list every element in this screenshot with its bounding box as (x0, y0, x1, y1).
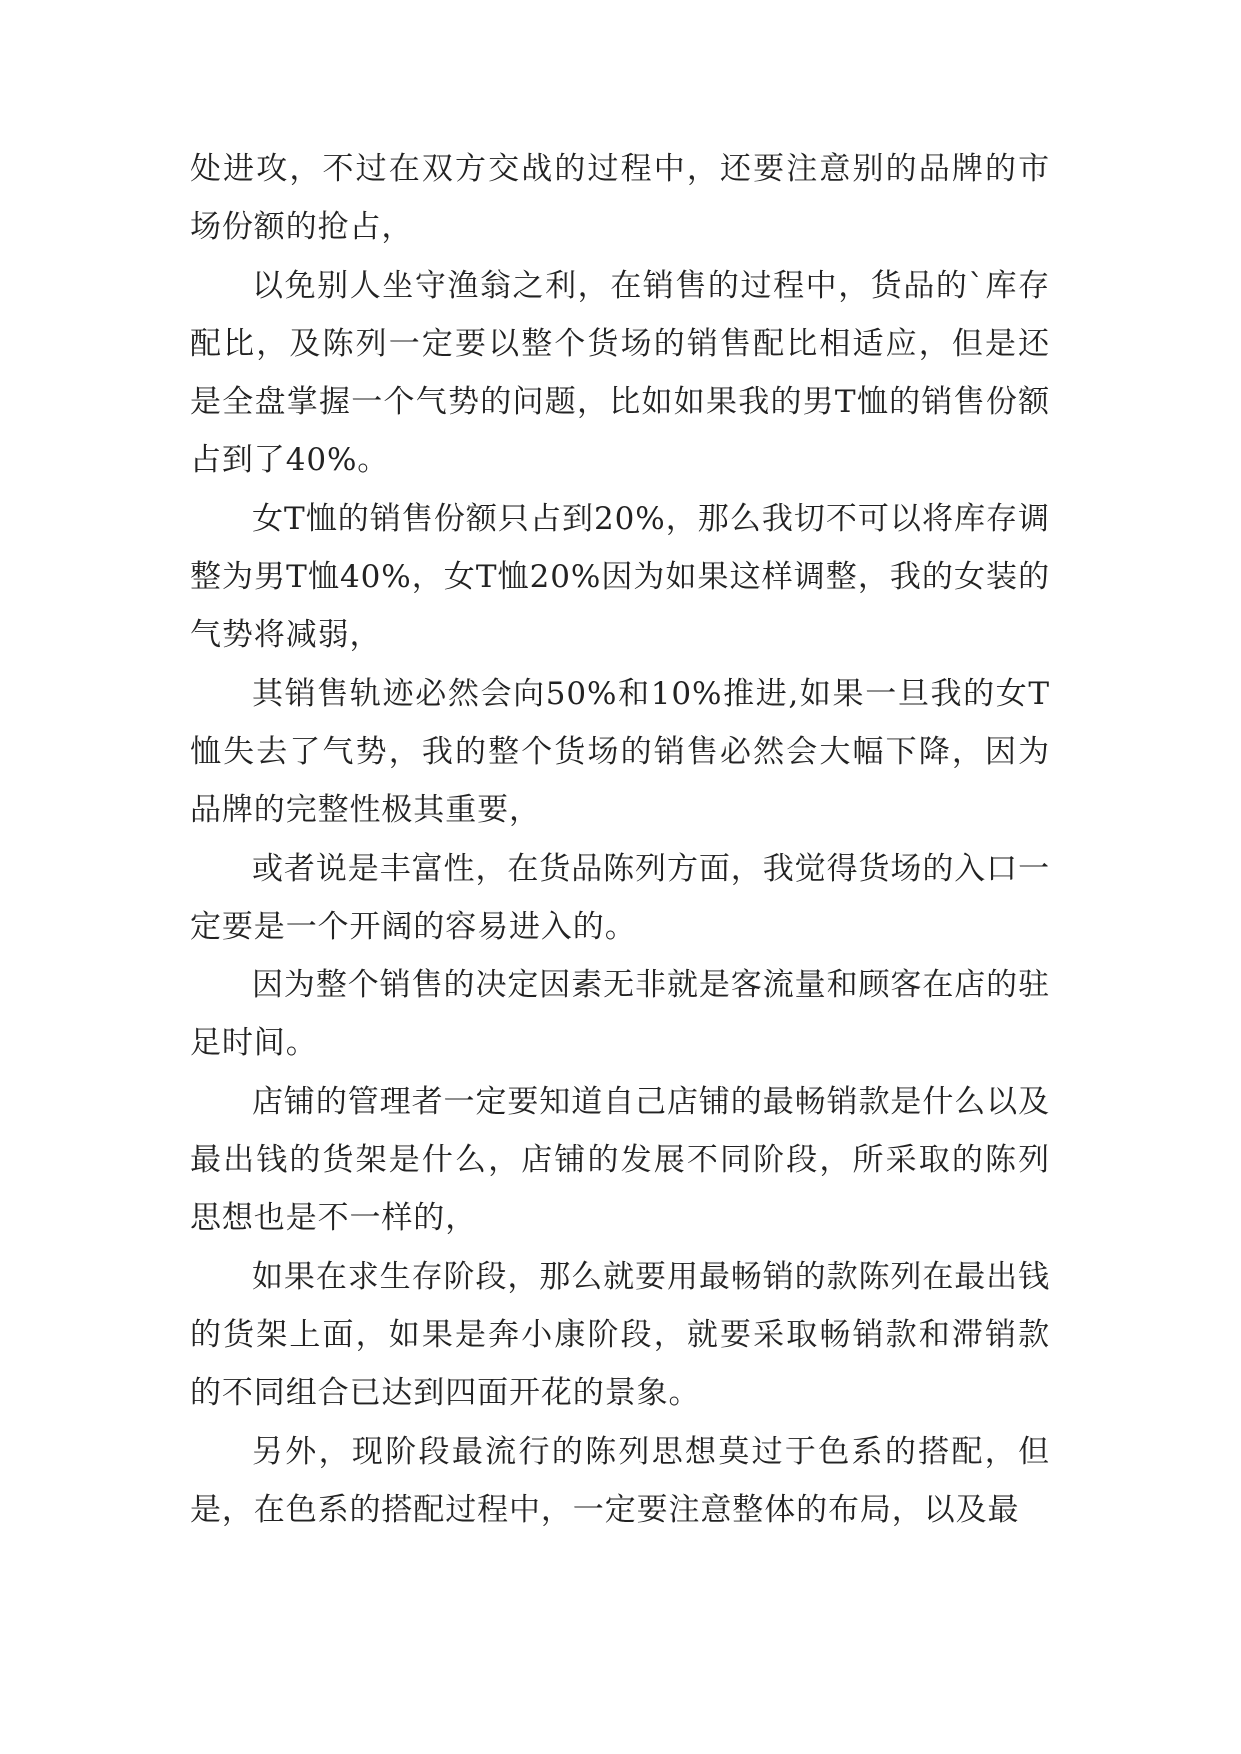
paragraph: 如果在求生存阶段，那么就要用最畅销的款陈列在最出钱的货架上面，如果是奔小康阶段，就要采取畅销款和滞销款的不同组合已达到四面开花的景象。 (190, 1258, 1050, 1412)
paragraph: 以免别人坐守渔翁之利，在销售的过程中，货品的`库存配比，及陈列一定要以整个货场的销售配比相适应，但是还是全盘掌握一个气势的问题，比如如果我的男T恤的销售份额占到了40%。 (190, 267, 1050, 479)
paragraph: 其销售轨迹必然会向50%和10%推进,如果一旦我的女T恤失去了气势，我的整个货场的销售必然会大幅下降，因为品牌的完整性极其重要， (190, 675, 1050, 829)
paragraph: 因为整个销售的决定因素无非就是客流量和顾客在店的驻足时间。 (190, 967, 1050, 1062)
paragraph: 或者说是丰富性，在货品陈列方面，我觉得货场的入口一定要是一个开阔的容易进入的。 (190, 850, 1050, 945)
paragraph: 另外，现阶段最流行的陈列思想莫过于色系的搭配，但是，在色系的搭配过程中，一定要注意整体的布局，以及最 (190, 1433, 1050, 1528)
paragraph: 女T恤的销售份额只占到20%，那么我切不可以将库存调整为男T恤40%，女T恤20%因为如果这样调整，我的女装的气势将减弱， (190, 500, 1050, 654)
paragraph: 店铺的管理者一定要知道自己店铺的最畅销款是什么以及最出钱的货架是什么，店铺的发展不同阶段，所采取的陈列思想也是不一样的， (190, 1083, 1050, 1237)
paragraph-continuation: 处进攻，不过在双方交战的过程中，还要注意别的品牌的市场份额的抢占， (190, 151, 1050, 246)
document-body (190, 140, 1050, 1539)
